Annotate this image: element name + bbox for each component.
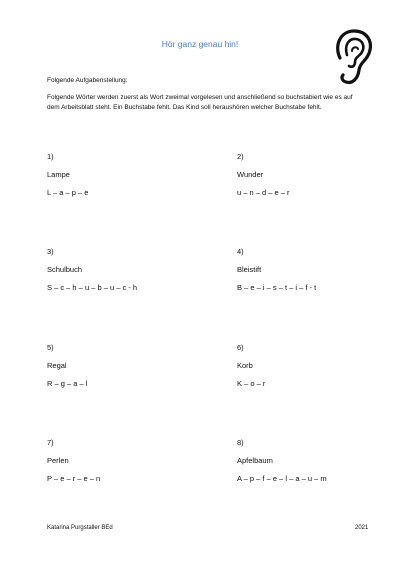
item-number: 2) (237, 152, 244, 161)
footer-author: Katarina Purgstaller BEd (47, 525, 113, 531)
item-word: Schulbuch (47, 265, 83, 274)
item-number: 1) (47, 152, 54, 161)
item-word: Lampe (47, 170, 70, 179)
task-description: Folgende Wörter werden zuerst als Wort zweimal vorgelesen und anschließend so buchstabiert wie es auf dem Arbeitsblatt steht. Ein Buchstabe fehlt. Das Kind soll heraushören welcher Buchstabe fehlt. (47, 94, 353, 111)
item-letters: B – e – i – s – t – i – f - t (237, 283, 317, 292)
item-word: Bleistift (237, 265, 262, 274)
item-number: 8) (237, 438, 244, 447)
item-word: Wunder (237, 170, 264, 179)
item-number: 6) (237, 343, 244, 352)
task-heading: Folgende Aufgabenstellung: (47, 77, 128, 84)
item-word: Korb (237, 361, 253, 370)
item-number: 7) (47, 438, 54, 447)
item-letters: R – g – a – l (47, 379, 88, 388)
item-word: Regal (47, 361, 67, 370)
item-number: 3) (47, 247, 54, 256)
item-letters: S – c – h – u – b – u – c - h (47, 283, 138, 292)
item-letters: A – p – f – e – l – a – u – m (237, 474, 327, 483)
worksheet-title: Hör ganz genau hin! (161, 39, 239, 49)
footer-year: 2021 (355, 525, 369, 531)
item-number: 4) (237, 247, 244, 256)
item-letters: K – o – r (237, 379, 266, 388)
item-letters: L – a – p – e (47, 188, 89, 197)
item-number: 5) (47, 343, 54, 352)
item-letters: P – e – r – e – n (47, 474, 101, 483)
item-letters: u – n – d – e – r (237, 188, 290, 197)
item-word: Apfelbaum (237, 456, 273, 465)
item-word: Perlen (47, 456, 69, 465)
ear-icon (330, 28, 374, 86)
